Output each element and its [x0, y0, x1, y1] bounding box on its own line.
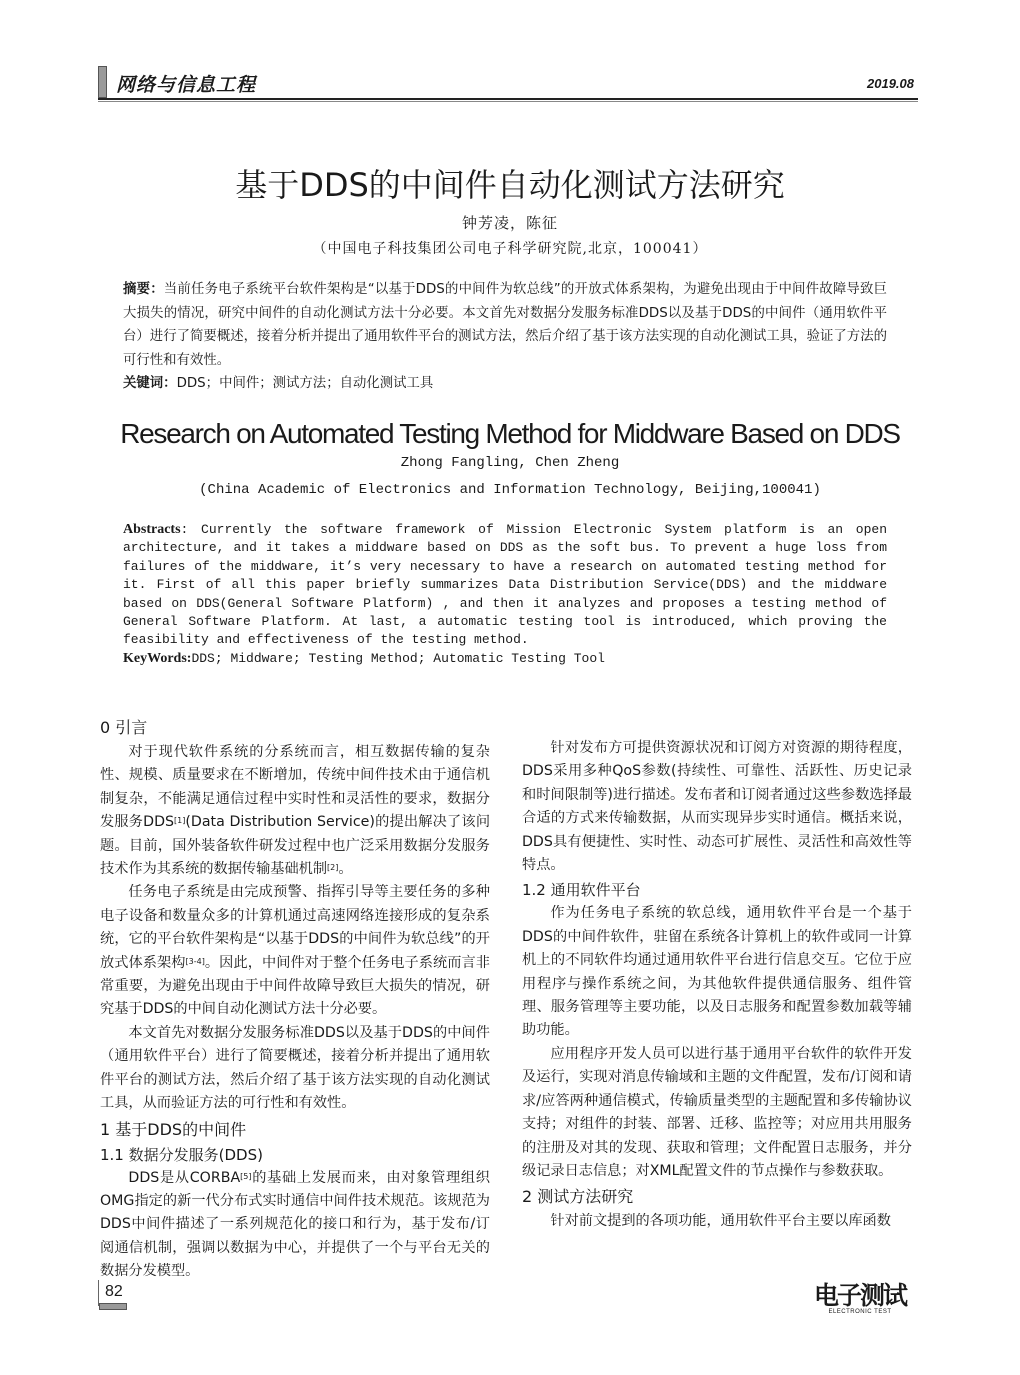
logo-en: ELECTRONIC TEST	[828, 1309, 892, 1315]
paper-title: 基于DDS的中间件自动化测试方法研究	[235, 166, 785, 204]
abstract-en-label: Abstracts	[123, 522, 181, 537]
keywords-label: 关键词：	[123, 376, 177, 391]
paragraph: 本文首先对数据分发服务标准DDS以及基于DDS的中间件（通用软件平台）进行了简要概述，接着分析并提出了通用软件平台的测试方法，然后介绍了基于该方法实现的自动化测试工具，从而验证方法的可行性和有效性。	[100, 1024, 490, 1112]
subsection-heading: 1.1 数据分发服务(DDS)	[100, 1145, 263, 1164]
journal-section-title: 网络与信息工程	[116, 74, 257, 96]
page-number: 82	[105, 1283, 123, 1300]
paper-title-en: Research on Automated Testing Method for Middware Based on DDS	[120, 418, 900, 449]
citation: [1]	[174, 816, 186, 826]
header-rule-thin	[98, 101, 918, 102]
section-heading: 2 测试方法研究	[522, 1187, 634, 1207]
affiliation-en: (China Academic of Electronics and Information Technology, Beijing,100041)	[199, 482, 821, 498]
body-column-left	[100, 714, 490, 1284]
paragraph: DDS是从CORBA[5]的基础上发展而来，由对象管理组织OMG指定的新一代分布式实时通信中间件技术规范。该规范为DDS中间件描述了一系列规范化的接口和行为，基于发布/订阅通信机制，强调以数据为中心，并提供了一个与平台无关的数据分发模型。	[100, 1169, 490, 1280]
abstract-label: 摘要：	[123, 282, 164, 297]
journal-logo	[808, 1283, 912, 1315]
citation: [5]	[240, 1171, 252, 1181]
keywords-en-label: KeyWords:	[123, 650, 192, 666]
subsection-heading: 1.2 通用软件平台	[522, 881, 641, 900]
paragraph: 作为任务电子系统的软总线，通用软件平台是一个基于DDS的中间件软件，驻留在系统各计算机上的软件或同一计算机上的不同软件均通过通用软件平台进行信息交互。它位于应用程序与操作系统之间，为其他软件提供通信服务、组件管理、服务管理等主要功能，以及日志服务和配置参数加载等辅助功能。	[522, 905, 912, 1039]
issue-date: 2019.08	[867, 76, 914, 91]
abstract-text: 当前任务电子系统平台软件架构是“以基于DDS的中间件为软总线”的开放式体系架构，为避免出现由于中间件故障导致巨大损失的情况，研究中间件的自动化测试方法十分必要。本文首先对数据分发服务标准DDS以及基于DDS的中间件（通用软件平台）进行了简要概述，接着分析并提出了通用软件平台的测试方法，然后介绍了基于该方法实现的自动化测试工具，验证了方法的可行性和有效性。	[123, 282, 888, 368]
keywords-text: DDS；中间件；测试方法；自动化测试工具	[176, 376, 434, 391]
header-rule	[98, 98, 918, 100]
paragraph: 应用程序开发人员可以进行基于通用平台软件的软件开发及运行，实现对消息传输域和主题的文件配置，发布/订阅和请求/应答两种通信模式，传输质量类型的主题配置和多传输协议支持；对组件的封装、部署、迁移、监控等；对应用共用服务的注册及对其的发现、获取和管理；文件配置日志服务，并分级记录日志信息；对XML配置文件的节点操作与参数获取。	[522, 1045, 912, 1179]
paragraph: 任务电子系统是由完成预警、指挥引导等主要任务的多种电子设备和数量众多的计算机通过高速网络连接形成的复杂系统，它的平台软件架构是“以基于DDS的中间件为软总线”的开放式体系架构[3-4]。因此，中间件对于整个任务电子系统而言非常重要，为避免出现由于中间件故障导致巨大损失的情况，研究基于DDS的中间自动化测试方法十分必要。	[100, 884, 490, 1018]
citation: [3-4]	[185, 956, 205, 966]
footer-page-bar	[99, 1303, 127, 1310]
paragraph: 针对前文提到的各项功能，通用软件平台主要以库函数	[550, 1213, 891, 1230]
abstract-en	[123, 521, 887, 668]
section-heading: 0 引言	[100, 718, 148, 737]
keywords-en-text: DDS; Middware; Testing Method; Automatic Testing Tool	[191, 650, 605, 666]
abstract-en-text: : Currently the software framework of Mission Electronic System platform is an open architecture, and it takes a middware based on DDS as the soft bus. To prevent a huge loss from failures of the middware, it’s very necessary to have a research on automated testing method for it. First of all this paper briefly summarizes Data Distribution Service(DDS) and the middware based on DDS(General Software Platform) , and then it analyzes and proposes a testing method of General Software Platform. At last, a automatic testing tool is introduced, which proving the feasibility and effectiveness of the testing method.	[123, 522, 887, 648]
logo-cn: 电子测试	[813, 1281, 906, 1310]
authors: 钟芳凌，陈征	[461, 214, 558, 232]
header-accent-bar	[98, 66, 107, 98]
affiliation: （中国电子科技集团公司电子科学研究院,北京，100041）	[312, 241, 708, 257]
abstract-cn	[123, 278, 887, 396]
paragraph: 针对发布方可提供资源状况和订阅方对资源的期待程度，DDS采用多种QoS参数(持续性、可靠性、活跃性、历史记录和时间限制等)进行描述。发布者和订阅者通过这些参数选择最合适的方式来传输数据，从而实现异步实时通信。概括来说，DDS具有便捷性、实时性、动态可扩展性、灵活性和高效性等特点。	[522, 740, 912, 874]
paragraph: 对于现代软件系统的分系统而言，相互数据传输的复杂性、规模、质量要求在不断增加，传统中间件技术由于通信机制复杂，不能满足通信过程中实时性和灵活性的要求，数据分发服务DDS[1](Data Distribution Service)的提出解决了该问题。目前，国外装备软件研发过程中也广泛采用数据分发服务技术作为其系统的数据传输基础机制[2]。	[100, 744, 491, 878]
section-heading: 1 基于DDS的中间件	[100, 1119, 247, 1139]
citation: [2]	[327, 863, 339, 873]
authors-en: Zhong Fangling, Chen Zheng	[400, 455, 620, 471]
body-column-right-text	[522, 737, 912, 1234]
